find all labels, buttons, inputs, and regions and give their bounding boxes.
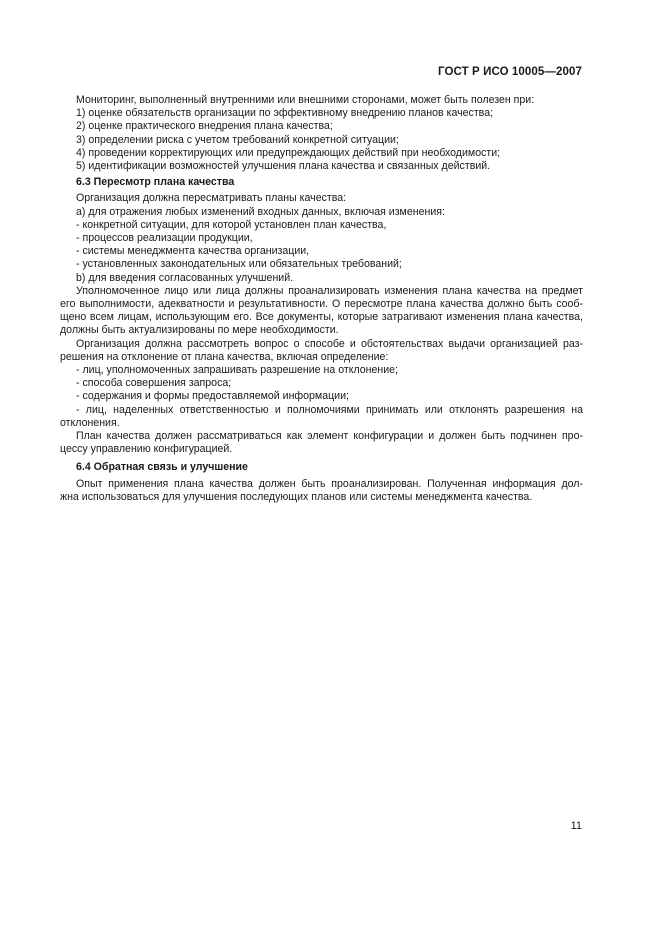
paragraph-line: щено всем лицам, использующим его. Все документы, которые затрагивают изменения плана качества, bbox=[60, 311, 583, 324]
paragraph-line: Опыт применения плана качества должен быть проанализирован. Полученная информация дол- bbox=[76, 477, 583, 490]
list-item: 4) проведении корректирующих или предупреждающих действий при необходимости; bbox=[76, 146, 501, 159]
list-item: 3) определении риска с учетом требований конкретной ситуации; bbox=[76, 133, 399, 146]
list-item: b) для введения согласованных улучшений. bbox=[76, 271, 294, 284]
document-header: ГОСТ Р ИСО 10005—2007 bbox=[437, 66, 582, 78]
paragraph-line: План качества должен рассматриваться как элемент конфигурации и должен быть подчинен про- bbox=[76, 430, 583, 443]
monitoring-lead: Мониторинг, выполненный внутренними или внешними сторонами, может быть полезен при: bbox=[76, 94, 535, 106]
paragraph-line: жна использоваться для улучшения последующих планов или системы менеджмента качества. bbox=[60, 490, 533, 503]
paragraph-line: цессу управлению конфигурацией. bbox=[60, 443, 233, 456]
dash-item: - лиц, наделенных ответственностью и полномочиями принимать или отклонять разрешения на bbox=[76, 403, 583, 416]
paragraph-line: Организация должна рассмотреть вопрос о способе и обстоятельствах выдачи организацией раз- bbox=[76, 337, 583, 350]
section-lead: Организация должна пересматривать планы качества: bbox=[76, 192, 347, 205]
dash-item: - способа совершения запроса; bbox=[76, 377, 232, 390]
dash-item: - конкретной ситуации, для которой установлен план качества, bbox=[76, 218, 387, 231]
dash-item: - установленных законодательных или обязательных требований; bbox=[76, 258, 402, 271]
page-content bbox=[60, 94, 583, 504]
paragraph-line: должны быть актуализированы по мере необходимости. bbox=[60, 324, 339, 337]
dash-item: - системы менеджмента качества организации, bbox=[76, 245, 310, 258]
dash-item: - содержания и формы предоставляемой информации; bbox=[76, 390, 349, 403]
paragraph-line: его выполнимости, адекватности и результативности. О пересмотре плана качества должно быть сооб- bbox=[60, 298, 583, 311]
list-item: 2) оценке практического внедрения плана качества; bbox=[76, 120, 333, 133]
list-item: 5) идентификации возможностей улучшения плана качества и связанных действий. bbox=[76, 160, 491, 173]
section-heading-6-3: 6.3 Пересмотр плана качества bbox=[76, 176, 235, 189]
list-item: 1) оценке обязательств организации по эффективному внедрению планов качества; bbox=[76, 107, 494, 120]
dash-item: - лиц, уполномоченных запрашивать разрешение на отклонение; bbox=[76, 364, 399, 377]
paragraph-line: Уполномоченное лицо или лица должны проанализировать изменения плана качества на предмет bbox=[76, 284, 583, 297]
dash-item: - процессов реализации продукции, bbox=[76, 232, 253, 245]
paragraph-line: решения на отклонение от плана качества, включая определение: bbox=[60, 350, 389, 363]
list-item: a) для отражения любых изменений входных данных, включая изменения: bbox=[76, 205, 445, 218]
paragraph-line: отклонения. bbox=[60, 416, 120, 429]
page-number: 11 bbox=[570, 820, 582, 832]
section-heading-6-4: 6.4 Обратная связь и улучшение bbox=[76, 461, 248, 474]
